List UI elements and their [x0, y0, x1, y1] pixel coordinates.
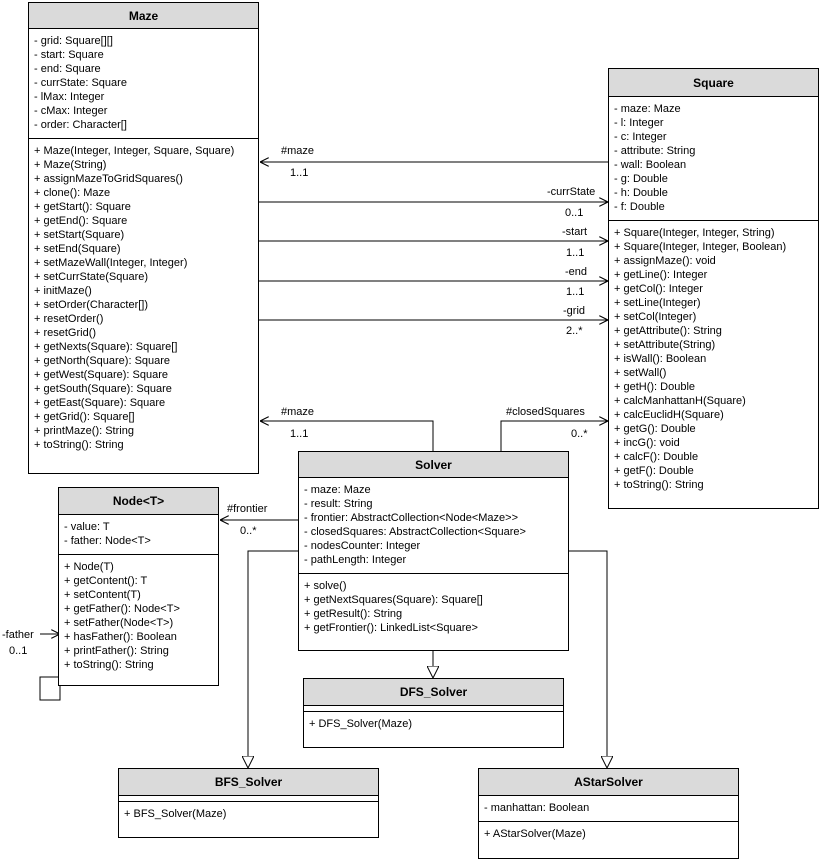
- label-closed-mult: 0..*: [571, 428, 588, 440]
- class-attribute: - wall: Boolean: [614, 159, 687, 171]
- label-square-maze-mult: 1..1: [290, 167, 309, 179]
- class-attribute: - frontier: AbstractCollection<Node<Maze>>: [304, 512, 519, 524]
- class-method: + resetOrder(): [34, 313, 104, 325]
- class-method: + setCol(Integer): [614, 311, 697, 323]
- label-frontier-role: #frontier: [227, 503, 268, 515]
- class-method: + getF(): Double: [614, 465, 694, 477]
- class-bfs-solver-methods: [119, 802, 378, 827]
- class-method: + Maze(String): [34, 159, 107, 171]
- class-attribute: - manhattan: Boolean: [484, 802, 590, 814]
- class-method: + calcEuclidH(Square): [614, 409, 724, 421]
- class-attribute: - attribute: String: [614, 145, 696, 157]
- class-method: + isWall(): Boolean: [614, 353, 707, 365]
- label-grid-role: -grid: [563, 305, 586, 317]
- class-method: + Maze(Integer, Integer, Square, Square): [34, 145, 235, 157]
- class-method: + assignMaze(): void: [614, 255, 716, 267]
- class-method: + setOrder(Character[]): [34, 299, 149, 311]
- class-method: + getNextSquares(Square): Square[]: [304, 594, 483, 606]
- class-method: + printMaze(): String: [34, 425, 134, 437]
- inherit-astar: [569, 551, 607, 768]
- class-method: + getWest(Square): Square: [34, 369, 169, 381]
- class-dfs-solver[interactable]: [303, 678, 564, 748]
- class-attribute: - currState: Square: [34, 77, 127, 89]
- class-method: + calcManhattanH(Square): [614, 395, 746, 407]
- class-method: + setContent(T): [64, 589, 141, 601]
- label-end-mult: 1..1: [566, 286, 585, 298]
- class-method: + getNexts(Square): Square[]: [34, 341, 178, 353]
- class-method: + getFrontier(): LinkedList<Square>: [304, 622, 478, 634]
- class-square[interactable]: [608, 68, 819, 509]
- class-attribute: - result: String: [304, 498, 373, 510]
- class-maze-methods: [29, 139, 258, 458]
- class-attribute: - maze: Maze: [614, 103, 681, 115]
- class-node-methods: [59, 555, 218, 678]
- class-attribute: - maze: Maze: [304, 484, 371, 496]
- class-method: + setWall(): [614, 367, 667, 379]
- class-attribute: - g: Double: [614, 173, 668, 185]
- class-method: + calcF(): Double: [614, 451, 699, 463]
- class-method: + getLine(): Integer: [614, 269, 708, 281]
- class-method: + AStarSolver(Maze): [484, 828, 586, 840]
- label-currstate-mult: 0..1: [565, 207, 584, 219]
- class-method: + setAttribute(String): [614, 339, 716, 351]
- class-attribute: - lMax: Integer: [34, 91, 105, 103]
- class-method: + setLine(Integer): [614, 297, 701, 309]
- class-attribute: - grid: Square[][]: [34, 35, 113, 47]
- class-method: + Node(T): [64, 561, 114, 573]
- label-square-maze-role: #maze: [281, 145, 315, 157]
- class-solver-attributes: [299, 478, 568, 574]
- class-method: + BFS_Solver(Maze): [124, 808, 227, 820]
- label-solver-maze-mult: 1..1: [290, 428, 309, 440]
- label-grid-mult: 2..*: [566, 325, 583, 337]
- class-node[interactable]: [58, 487, 219, 686]
- class-method: + hasFather(): Boolean: [64, 631, 177, 643]
- label-start-role: -start: [562, 226, 588, 238]
- class-solver[interactable]: [298, 451, 569, 651]
- class-maze[interactable]: [28, 2, 259, 474]
- inherit-bfs: [248, 551, 299, 768]
- class-attribute: - value: T: [64, 521, 110, 533]
- class-dfs-solver-name: DFS_Solver: [304, 679, 563, 706]
- class-method: + DFS_Solver(Maze): [309, 718, 413, 730]
- class-square-attributes: [609, 97, 818, 221]
- class-attribute: - end: Square: [34, 63, 101, 75]
- class-method: + getNorth(Square): Square: [34, 355, 171, 367]
- class-method: + printFather(): String: [64, 645, 169, 657]
- class-solver-name: Solver: [299, 452, 568, 478]
- class-solver-methods: [299, 574, 568, 641]
- class-attribute: - nodesCounter: Integer: [304, 540, 421, 552]
- class-dfs-solver-methods: [304, 712, 563, 737]
- class-attribute: - f: Double: [614, 201, 665, 213]
- class-method: + incG(): void: [614, 437, 680, 449]
- label-start-mult: 1..1: [566, 247, 585, 259]
- class-method: + getFather(): Node<T>: [64, 603, 180, 615]
- class-attribute: - cMax: Integer: [34, 105, 108, 117]
- class-astar-solver-name: AStarSolver: [479, 769, 738, 796]
- class-attribute: - pathLength: Integer: [304, 554, 407, 566]
- class-attribute: - start: Square: [34, 49, 104, 61]
- class-method: + getGrid(): Square[]: [34, 411, 135, 423]
- class-method: + setMazeWall(Integer, Integer): [34, 257, 188, 269]
- class-attribute: - h: Double: [614, 187, 668, 199]
- class-method: + setStart(Square): [34, 229, 125, 241]
- class-method: + getAttribute(): String: [614, 325, 722, 337]
- class-method: + toString(): String: [614, 479, 704, 491]
- class-method: + getStart(): Square: [34, 201, 131, 213]
- class-method: + solve(): [304, 580, 347, 592]
- assoc-closed-squares: [501, 421, 608, 451]
- class-method: + getG(): Double: [614, 423, 696, 435]
- class-method: + toString(): String: [34, 439, 124, 451]
- class-method: + initMaze(): [34, 285, 92, 297]
- class-attribute: - c: Integer: [614, 131, 667, 143]
- class-method: + getH(): Double: [614, 381, 696, 393]
- class-astar-solver-methods: [479, 822, 738, 847]
- class-method: + getCol(): Integer: [614, 283, 703, 295]
- class-square-methods: [609, 221, 818, 498]
- class-method: + setEnd(Square): [34, 243, 121, 255]
- label-currstate-role: -currState: [547, 186, 596, 198]
- class-method: + Square(Integer, Integer, Boolean): [614, 241, 787, 253]
- class-method: + assignMazeToGridSquares(): [34, 173, 183, 185]
- class-bfs-solver[interactable]: [118, 768, 379, 838]
- class-astar-solver[interactable]: [478, 768, 739, 859]
- class-method: + clone(): Maze: [34, 187, 111, 199]
- assoc-solver-maze: [260, 421, 433, 451]
- class-node-name: Node<T>: [59, 488, 218, 515]
- label-solver-maze-role: #maze: [281, 406, 315, 418]
- class-attribute: - order: Character[]: [34, 119, 127, 131]
- class-attribute: - closedSquares: AbstractCollection<Square>: [304, 526, 526, 538]
- class-method: + getContent(): T: [64, 575, 148, 587]
- label-end-role: -end: [565, 266, 588, 278]
- class-attribute: - father: Node<T>: [64, 535, 151, 547]
- label-closed-role: #closedSquares: [506, 406, 585, 418]
- class-method: + getSouth(Square): Square: [34, 383, 172, 395]
- label-father-mult: 0..1: [9, 645, 28, 657]
- class-method: + setCurrState(Square): [34, 271, 149, 283]
- class-bfs-solver-name: BFS_Solver: [119, 769, 378, 796]
- class-square-name: Square: [609, 69, 818, 97]
- class-method: + getEnd(): Square: [34, 215, 128, 227]
- class-method: + setFather(Node<T>): [64, 617, 174, 629]
- class-attribute: - l: Integer: [614, 117, 664, 129]
- class-method: + getResult(): String: [304, 608, 403, 620]
- class-method: + resetGrid(): [34, 327, 97, 339]
- class-maze-name: Maze: [29, 3, 258, 29]
- class-astar-solver-attributes: [479, 796, 738, 822]
- class-method: + Square(Integer, Integer, String): [614, 227, 775, 239]
- class-maze-attributes: [29, 29, 258, 139]
- label-frontier-mult: 0..*: [240, 525, 257, 537]
- class-method: + toString(): String: [64, 659, 154, 671]
- label-father-role: -father: [2, 629, 34, 641]
- class-method: + getEast(Square): Square: [34, 397, 166, 409]
- assoc-father: [40, 634, 60, 700]
- class-node-attributes: [59, 515, 218, 555]
